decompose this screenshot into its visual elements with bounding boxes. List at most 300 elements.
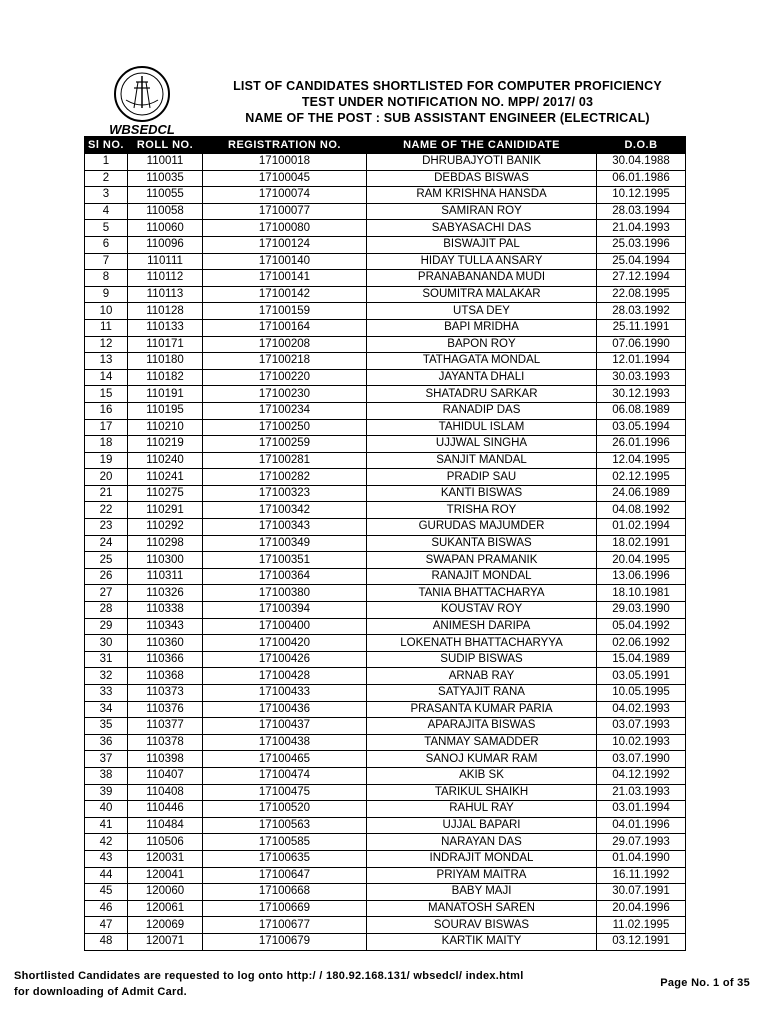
cell-dob: 03.12.1991 <box>597 933 686 950</box>
cell-sl-no: 48 <box>85 933 128 950</box>
cell-candidate-name: KOUSTAV ROY <box>367 602 597 619</box>
cell-registration-no: 17100647 <box>203 867 367 884</box>
cell-sl-no: 29 <box>85 618 128 635</box>
cell-sl-no: 44 <box>85 867 128 884</box>
cell-candidate-name: SANJIT MANDAL <box>367 452 597 469</box>
table-row <box>85 867 686 884</box>
cell-roll-no: 110407 <box>128 767 203 784</box>
table-row <box>85 270 686 287</box>
cell-dob: 16.11.1992 <box>597 867 686 884</box>
cell-dob: 12.01.1994 <box>597 353 686 370</box>
cell-sl-no: 6 <box>85 236 128 253</box>
cell-dob: 04.02.1993 <box>597 701 686 718</box>
cell-sl-no: 4 <box>85 203 128 220</box>
cell-sl-no: 35 <box>85 718 128 735</box>
cell-sl-no: 37 <box>85 751 128 768</box>
table-row <box>85 203 686 220</box>
cell-dob: 03.07.1990 <box>597 751 686 768</box>
table-row <box>85 618 686 635</box>
cell-dob: 04.12.1992 <box>597 767 686 784</box>
cell-candidate-name: SABYASACHI DAS <box>367 220 597 237</box>
table-row <box>85 386 686 403</box>
cell-roll-no: 110180 <box>128 353 203 370</box>
cell-roll-no: 110035 <box>128 170 203 187</box>
cell-registration-no: 17100282 <box>203 469 367 486</box>
cell-sl-no: 12 <box>85 336 128 353</box>
cell-roll-no: 110343 <box>128 618 203 635</box>
cell-roll-no: 120031 <box>128 850 203 867</box>
candidates-table <box>84 136 686 951</box>
cell-candidate-name: KARTIK MAITY <box>367 933 597 950</box>
cell-sl-no: 7 <box>85 253 128 270</box>
cell-candidate-name: TRISHA ROY <box>367 502 597 519</box>
cell-candidate-name: LOKENATH BHATTACHARYYA <box>367 635 597 652</box>
cell-sl-no: 2 <box>85 170 128 187</box>
cell-registration-no: 17100428 <box>203 668 367 685</box>
cell-dob: 07.06.1990 <box>597 336 686 353</box>
cell-roll-no: 110112 <box>128 270 203 287</box>
col-header-sl-no: Sl NO. <box>85 137 128 154</box>
table-row <box>85 469 686 486</box>
logo-text: WBSEDCL <box>109 122 175 137</box>
cell-candidate-name: SWAPAN PRAMANIK <box>367 552 597 569</box>
cell-candidate-name: DHRUBAJYOTI BANIK <box>367 154 597 171</box>
cell-dob: 21.03.1993 <box>597 784 686 801</box>
cell-roll-no: 110408 <box>128 784 203 801</box>
cell-registration-no: 17100438 <box>203 734 367 751</box>
cell-roll-no: 110292 <box>128 519 203 536</box>
cell-roll-no: 120069 <box>128 917 203 934</box>
cell-dob: 25.04.1994 <box>597 253 686 270</box>
cell-sl-no: 23 <box>85 519 128 536</box>
table-row <box>85 436 686 453</box>
cell-candidate-name: INDRAJIT MONDAL <box>367 850 597 867</box>
cell-roll-no: 110376 <box>128 701 203 718</box>
table-row <box>85 685 686 702</box>
table-row <box>85 751 686 768</box>
cell-roll-no: 110398 <box>128 751 203 768</box>
cell-registration-no: 17100142 <box>203 286 367 303</box>
cell-candidate-name: RAHUL RAY <box>367 801 597 818</box>
cell-roll-no: 110446 <box>128 801 203 818</box>
cell-registration-no: 17100230 <box>203 386 367 403</box>
cell-candidate-name: PRASANTA KUMAR PARIA <box>367 701 597 718</box>
cell-dob: 25.03.1996 <box>597 236 686 253</box>
cell-registration-no: 17100585 <box>203 834 367 851</box>
cell-dob: 04.01.1996 <box>597 817 686 834</box>
cell-candidate-name: PRIYAM MAITRA <box>367 867 597 884</box>
cell-sl-no: 39 <box>85 784 128 801</box>
cell-roll-no: 110368 <box>128 668 203 685</box>
cell-candidate-name: HIDAY TULLA ANSARY <box>367 253 597 270</box>
cell-sl-no: 38 <box>85 767 128 784</box>
cell-roll-no: 110373 <box>128 685 203 702</box>
cell-candidate-name: DEBDAS BISWAS <box>367 170 597 187</box>
cell-registration-no: 17100077 <box>203 203 367 220</box>
cell-roll-no: 110111 <box>128 253 203 270</box>
cell-registration-no: 17100018 <box>203 154 367 171</box>
cell-registration-no: 17100380 <box>203 585 367 602</box>
cell-registration-no: 17100635 <box>203 850 367 867</box>
cell-registration-no: 17100520 <box>203 801 367 818</box>
cell-sl-no: 31 <box>85 651 128 668</box>
col-header-candidate-name: NAME OF THE CANIDIDATE <box>367 137 597 154</box>
cell-candidate-name: SOUMITRA MALAKAR <box>367 286 597 303</box>
title-line-1: LIST OF CANDIDATES SHORTLISTED FOR COMPUTER PROFICIENCY <box>233 79 662 93</box>
table-row <box>85 767 686 784</box>
cell-roll-no: 110210 <box>128 419 203 436</box>
cell-dob: 15.04.1989 <box>597 651 686 668</box>
cell-roll-no: 110133 <box>128 319 203 336</box>
cell-registration-no: 17100140 <box>203 253 367 270</box>
cell-sl-no: 14 <box>85 369 128 386</box>
col-header-registration-no: REGISTRATION NO. <box>203 137 367 154</box>
cell-candidate-name: GURUDAS MAJUMDER <box>367 519 597 536</box>
cell-dob: 11.02.1995 <box>597 917 686 934</box>
cell-sl-no: 41 <box>85 817 128 834</box>
cell-roll-no: 110191 <box>128 386 203 403</box>
table-row <box>85 236 686 253</box>
table-row <box>85 220 686 237</box>
cell-candidate-name: ANIMESH DARIPA <box>367 618 597 635</box>
cell-sl-no: 32 <box>85 668 128 685</box>
cell-sl-no: 18 <box>85 436 128 453</box>
table-row <box>85 452 686 469</box>
table-row <box>85 900 686 917</box>
page-number: Page No. 1 of 35 <box>660 977 750 989</box>
table-row <box>85 933 686 950</box>
cell-dob: 18.02.1991 <box>597 535 686 552</box>
cell-registration-no: 17100250 <box>203 419 367 436</box>
cell-dob: 18.10.1981 <box>597 585 686 602</box>
cell-roll-no: 110366 <box>128 651 203 668</box>
cell-registration-no: 17100259 <box>203 436 367 453</box>
cell-sl-no: 42 <box>85 834 128 851</box>
cell-candidate-name: APARAJITA BISWAS <box>367 718 597 735</box>
cell-roll-no: 110311 <box>128 568 203 585</box>
cell-dob: 01.02.1994 <box>597 519 686 536</box>
cell-registration-no: 17100364 <box>203 568 367 585</box>
table-row <box>85 535 686 552</box>
cell-sl-no: 21 <box>85 485 128 502</box>
table-header-row <box>85 137 686 154</box>
table-row <box>85 668 686 685</box>
cell-dob: 06.01.1986 <box>597 170 686 187</box>
cell-registration-no: 17100323 <box>203 485 367 502</box>
cell-candidate-name: TAHIDUL ISLAM <box>367 419 597 436</box>
table-row <box>85 336 686 353</box>
cell-registration-no: 17100679 <box>203 933 367 950</box>
cell-dob: 03.07.1993 <box>597 718 686 735</box>
table-row <box>85 651 686 668</box>
cell-registration-no: 17100124 <box>203 236 367 253</box>
table-row <box>85 353 686 370</box>
cell-registration-no: 17100677 <box>203 917 367 934</box>
table-row <box>85 701 686 718</box>
cell-candidate-name: SATYAJIT RANA <box>367 685 597 702</box>
cell-dob: 13.06.1996 <box>597 568 686 585</box>
cell-sl-no: 22 <box>85 502 128 519</box>
cell-registration-no: 17100159 <box>203 303 367 320</box>
cell-candidate-name: TARIKUL SHAIKH <box>367 784 597 801</box>
cell-roll-no: 120061 <box>128 900 203 917</box>
table-row <box>85 850 686 867</box>
cell-dob: 30.03.1993 <box>597 369 686 386</box>
cell-registration-no: 17100234 <box>203 402 367 419</box>
cell-sl-no: 33 <box>85 685 128 702</box>
cell-dob: 06.08.1989 <box>597 402 686 419</box>
cell-candidate-name: NARAYAN DAS <box>367 834 597 851</box>
cell-sl-no: 20 <box>85 469 128 486</box>
cell-registration-no: 17100080 <box>203 220 367 237</box>
table-row <box>85 552 686 569</box>
col-header-roll-no: ROLL NO. <box>128 137 203 154</box>
cell-candidate-name: MANATOSH SAREN <box>367 900 597 917</box>
cell-candidate-name: KANTI BISWAS <box>367 485 597 502</box>
cell-dob: 02.06.1992 <box>597 635 686 652</box>
cell-dob: 03.01.1994 <box>597 801 686 818</box>
cell-registration-no: 17100668 <box>203 884 367 901</box>
cell-candidate-name: TANMAY SAMADDER <box>367 734 597 751</box>
cell-sl-no: 25 <box>85 552 128 569</box>
table-row <box>85 884 686 901</box>
cell-dob: 24.06.1989 <box>597 485 686 502</box>
cell-sl-no: 47 <box>85 917 128 934</box>
cell-roll-no: 110275 <box>128 485 203 502</box>
cell-registration-no: 17100475 <box>203 784 367 801</box>
cell-roll-no: 110300 <box>128 552 203 569</box>
cell-roll-no: 110060 <box>128 220 203 237</box>
cell-registration-no: 17100343 <box>203 519 367 536</box>
cell-registration-no: 17100669 <box>203 900 367 917</box>
cell-roll-no: 110113 <box>128 286 203 303</box>
cell-roll-no: 110128 <box>128 303 203 320</box>
cell-dob: 30.12.1993 <box>597 386 686 403</box>
cell-candidate-name: UJJWAL SINGHA <box>367 436 597 453</box>
cell-sl-no: 17 <box>85 419 128 436</box>
cell-registration-no: 17100045 <box>203 170 367 187</box>
cell-dob: 30.07.1991 <box>597 884 686 901</box>
cell-registration-no: 17100220 <box>203 369 367 386</box>
cell-candidate-name: SAMIRAN ROY <box>367 203 597 220</box>
cell-registration-no: 17100437 <box>203 718 367 735</box>
table-row <box>85 419 686 436</box>
table-row <box>85 917 686 934</box>
cell-sl-no: 34 <box>85 701 128 718</box>
table-row <box>85 834 686 851</box>
cell-sl-no: 10 <box>85 303 128 320</box>
cell-registration-no: 17100208 <box>203 336 367 353</box>
table-row <box>85 402 686 419</box>
cell-dob: 10.12.1995 <box>597 187 686 204</box>
table-row <box>85 784 686 801</box>
table-row <box>85 502 686 519</box>
cell-roll-no: 110326 <box>128 585 203 602</box>
cell-dob: 04.08.1992 <box>597 502 686 519</box>
table-row <box>85 801 686 818</box>
cell-roll-no: 120041 <box>128 867 203 884</box>
wbsedcl-logo <box>96 64 188 138</box>
cell-candidate-name: PRANABANANDA MUDI <box>367 270 597 287</box>
cell-candidate-name: JAYANTA DHALI <box>367 369 597 386</box>
cell-registration-no: 17100351 <box>203 552 367 569</box>
table-body <box>85 154 686 951</box>
cell-roll-no: 110219 <box>128 436 203 453</box>
cell-sl-no: 11 <box>85 319 128 336</box>
cell-dob: 30.04.1988 <box>597 154 686 171</box>
cell-candidate-name: SUDIP BISWAS <box>367 651 597 668</box>
cell-candidate-name: BAPI MRIDHA <box>367 319 597 336</box>
table-row <box>85 817 686 834</box>
cell-registration-no: 17100400 <box>203 618 367 635</box>
cell-sl-no: 40 <box>85 801 128 818</box>
cell-candidate-name: BABY MAJI <box>367 884 597 901</box>
table-row <box>85 369 686 386</box>
table-row <box>85 319 686 336</box>
cell-dob: 01.04.1990 <box>597 850 686 867</box>
cell-registration-no: 17100281 <box>203 452 367 469</box>
title-line-3: NAME OF THE POST : SUB ASSISTANT ENGINEER (ELECTRICAL) <box>245 111 650 125</box>
table-row <box>85 170 686 187</box>
cell-dob: 10.02.1993 <box>597 734 686 751</box>
cell-candidate-name: BAPON ROY <box>367 336 597 353</box>
cell-sl-no: 1 <box>85 154 128 171</box>
cell-roll-no: 110240 <box>128 452 203 469</box>
cell-sl-no: 45 <box>85 884 128 901</box>
cell-candidate-name: SANOJ KUMAR RAM <box>367 751 597 768</box>
cell-roll-no: 120071 <box>128 933 203 950</box>
cell-dob: 29.03.1990 <box>597 602 686 619</box>
cell-candidate-name: RANAJIT MONDAL <box>367 568 597 585</box>
cell-roll-no: 110195 <box>128 402 203 419</box>
cell-candidate-name: AKIB SK <box>367 767 597 784</box>
cell-roll-no: 110055 <box>128 187 203 204</box>
cell-roll-no: 110011 <box>128 154 203 171</box>
cell-candidate-name: PRADIP SAU <box>367 469 597 486</box>
cell-sl-no: 5 <box>85 220 128 237</box>
cell-candidate-name: SHATADRU SARKAR <box>367 386 597 403</box>
cell-sl-no: 19 <box>85 452 128 469</box>
cell-roll-no: 110338 <box>128 602 203 619</box>
cell-candidate-name: SOURAV BISWAS <box>367 917 597 934</box>
cell-roll-no: 110241 <box>128 469 203 486</box>
cell-sl-no: 13 <box>85 353 128 370</box>
cell-registration-no: 17100342 <box>203 502 367 519</box>
cell-sl-no: 43 <box>85 850 128 867</box>
cell-registration-no: 17100426 <box>203 651 367 668</box>
cell-roll-no: 110360 <box>128 635 203 652</box>
cell-registration-no: 17100465 <box>203 751 367 768</box>
table-row <box>85 734 686 751</box>
cell-registration-no: 17100141 <box>203 270 367 287</box>
cell-dob: 29.07.1993 <box>597 834 686 851</box>
cell-dob: 28.03.1994 <box>597 203 686 220</box>
cell-sl-no: 26 <box>85 568 128 585</box>
cell-roll-no: 110096 <box>128 236 203 253</box>
table-row <box>85 635 686 652</box>
cell-roll-no: 120060 <box>128 884 203 901</box>
cell-dob: 03.05.1991 <box>597 668 686 685</box>
cell-roll-no: 110291 <box>128 502 203 519</box>
cell-sl-no: 30 <box>85 635 128 652</box>
cell-candidate-name: TATHAGATA MONDAL <box>367 353 597 370</box>
cell-registration-no: 17100074 <box>203 187 367 204</box>
table-row <box>85 718 686 735</box>
cell-dob: 20.04.1995 <box>597 552 686 569</box>
cell-roll-no: 110378 <box>128 734 203 751</box>
cell-sl-no: 28 <box>85 602 128 619</box>
cell-roll-no: 110484 <box>128 817 203 834</box>
cell-roll-no: 110377 <box>128 718 203 735</box>
cell-dob: 26.01.1996 <box>597 436 686 453</box>
cell-registration-no: 17100420 <box>203 635 367 652</box>
cell-roll-no: 110171 <box>128 336 203 353</box>
cell-registration-no: 17100474 <box>203 767 367 784</box>
cell-dob: 22.08.1995 <box>597 286 686 303</box>
cell-candidate-name: UTSA DEY <box>367 303 597 320</box>
cell-dob: 28.03.1992 <box>597 303 686 320</box>
cell-sl-no: 3 <box>85 187 128 204</box>
document-title <box>205 78 690 126</box>
cell-candidate-name: RANADIP DAS <box>367 402 597 419</box>
cell-sl-no: 8 <box>85 270 128 287</box>
col-header-dob: D.O.B <box>597 137 686 154</box>
table-row <box>85 286 686 303</box>
cell-sl-no: 9 <box>85 286 128 303</box>
cell-roll-no: 110058 <box>128 203 203 220</box>
table-row <box>85 585 686 602</box>
table-row <box>85 602 686 619</box>
cell-registration-no: 17100164 <box>203 319 367 336</box>
cell-candidate-name: UJJAL BAPARI <box>367 817 597 834</box>
cell-candidate-name: BISWAJIT PAL <box>367 236 597 253</box>
table-row <box>85 154 686 171</box>
cell-sl-no: 24 <box>85 535 128 552</box>
cell-dob: 05.04.1992 <box>597 618 686 635</box>
cell-registration-no: 17100218 <box>203 353 367 370</box>
cell-sl-no: 46 <box>85 900 128 917</box>
cell-dob: 03.05.1994 <box>597 419 686 436</box>
table-row <box>85 303 686 320</box>
table-row <box>85 519 686 536</box>
cell-candidate-name: SUKANTA BISWAS <box>367 535 597 552</box>
cell-registration-no: 17100436 <box>203 701 367 718</box>
table-row <box>85 253 686 270</box>
cell-roll-no: 110182 <box>128 369 203 386</box>
cell-candidate-name: TANIA BHATTACHARYA <box>367 585 597 602</box>
cell-registration-no: 17100349 <box>203 535 367 552</box>
cell-registration-no: 17100563 <box>203 817 367 834</box>
cell-candidate-name: ARNAB RAY <box>367 668 597 685</box>
table-row <box>85 485 686 502</box>
table-row <box>85 187 686 204</box>
cell-sl-no: 36 <box>85 734 128 751</box>
cell-dob: 20.04.1996 <box>597 900 686 917</box>
cell-dob: 21.04.1993 <box>597 220 686 237</box>
cell-dob: 02.12.1995 <box>597 469 686 486</box>
cell-sl-no: 16 <box>85 402 128 419</box>
cell-sl-no: 27 <box>85 585 128 602</box>
cell-registration-no: 17100433 <box>203 685 367 702</box>
footer-note-line-2: for downloading of Admit Card. <box>14 986 187 998</box>
cell-candidate-name: RAM KRISHNA HANSDA <box>367 187 597 204</box>
cell-dob: 27.12.1994 <box>597 270 686 287</box>
cell-roll-no: 110506 <box>128 834 203 851</box>
cell-dob: 25.11.1991 <box>597 319 686 336</box>
table-row <box>85 568 686 585</box>
footer-note-line-1: Shortlisted Candidates are requested to log onto http:/ / 180.92.168.131/ wbsedcl/ index.html <box>14 970 524 982</box>
footer-note <box>14 968 524 1000</box>
